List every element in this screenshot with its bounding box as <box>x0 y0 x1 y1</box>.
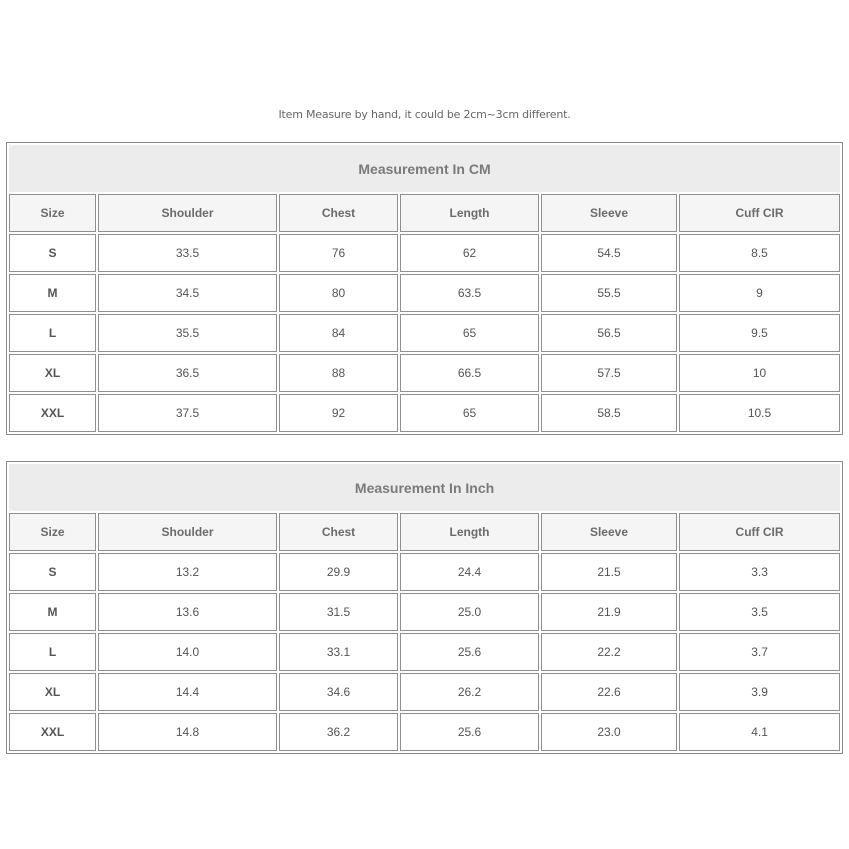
length-cell: 25.0 <box>400 593 539 631</box>
size-cell: XXL <box>9 394 96 432</box>
table-row <box>9 314 840 352</box>
column-header-chest: Chest <box>279 194 398 232</box>
sleeve-cell: 55.5 <box>541 274 677 312</box>
size-cell: M <box>9 593 96 631</box>
shoulder-cell: 13.2 <box>98 553 277 591</box>
cuff-cir-cell: 9 <box>679 274 840 312</box>
length-cell: 63.5 <box>400 274 539 312</box>
chest-cell: 31.5 <box>279 593 398 631</box>
cuff-cir-cell: 3.5 <box>679 593 840 631</box>
cuff-cir-cell: 10.5 <box>679 394 840 432</box>
table-row <box>9 354 840 392</box>
cuff-cir-cell: 10 <box>679 354 840 392</box>
cuff-cir-cell: 3.3 <box>679 553 840 591</box>
length-cell: 62 <box>400 234 539 272</box>
chest-cell: 33.1 <box>279 633 398 671</box>
sleeve-cell: 58.5 <box>541 394 677 432</box>
cuff-cir-cell: 3.9 <box>679 673 840 711</box>
sleeve-cell: 57.5 <box>541 354 677 392</box>
table-row <box>9 234 840 272</box>
table-row <box>9 553 840 591</box>
column-header-shoulder: Shoulder <box>98 513 277 551</box>
length-cell: 25.6 <box>400 713 539 751</box>
shoulder-cell: 14.4 <box>98 673 277 711</box>
table-row <box>9 633 840 671</box>
column-header-cuff-cir: Cuff CIR <box>679 513 840 551</box>
sleeve-cell: 23.0 <box>541 713 677 751</box>
shoulder-cell: 13.6 <box>98 593 277 631</box>
shoulder-cell: 14.0 <box>98 633 277 671</box>
size-cell: XL <box>9 673 96 711</box>
chest-cell: 80 <box>279 274 398 312</box>
length-cell: 66.5 <box>400 354 539 392</box>
cuff-cir-cell: 4.1 <box>679 713 840 751</box>
table-row <box>9 394 840 432</box>
cuff-cir-cell: 3.7 <box>679 633 840 671</box>
chest-cell: 34.6 <box>279 673 398 711</box>
chest-cell: 29.9 <box>279 553 398 591</box>
column-header-sleeve: Sleeve <box>541 194 677 232</box>
column-header-cuff-cir: Cuff CIR <box>679 194 840 232</box>
length-cell: 65 <box>400 394 539 432</box>
sleeve-cell: 22.2 <box>541 633 677 671</box>
chest-cell: 76 <box>279 234 398 272</box>
chest-cell: 88 <box>279 354 398 392</box>
size-cell: S <box>9 553 96 591</box>
column-header-length: Length <box>400 194 539 232</box>
chest-cell: 84 <box>279 314 398 352</box>
size-cell: S <box>9 234 96 272</box>
shoulder-cell: 34.5 <box>98 274 277 312</box>
size-cell: M <box>9 274 96 312</box>
column-header-chest: Chest <box>279 513 398 551</box>
length-cell: 24.4 <box>400 553 539 591</box>
table-title: Measurement In Inch <box>9 464 840 511</box>
size-table-inch <box>6 461 843 754</box>
column-header-sleeve: Sleeve <box>541 513 677 551</box>
length-cell: 65 <box>400 314 539 352</box>
sleeve-cell: 54.5 <box>541 234 677 272</box>
cuff-cir-cell: 9.5 <box>679 314 840 352</box>
sleeve-cell: 21.5 <box>541 553 677 591</box>
shoulder-cell: 37.5 <box>98 394 277 432</box>
chest-cell: 36.2 <box>279 713 398 751</box>
size-table-cm <box>6 142 843 435</box>
table-row <box>9 274 840 312</box>
table-title: Measurement In CM <box>9 145 840 192</box>
table-header-row <box>9 194 840 232</box>
table-row <box>9 593 840 631</box>
length-cell: 26.2 <box>400 673 539 711</box>
shoulder-cell: 14.8 <box>98 713 277 751</box>
size-cell: XL <box>9 354 96 392</box>
size-cell: L <box>9 314 96 352</box>
column-header-size: Size <box>9 513 96 551</box>
chest-cell: 92 <box>279 394 398 432</box>
shoulder-cell: 35.5 <box>98 314 277 352</box>
column-header-length: Length <box>400 513 539 551</box>
table-row <box>9 713 840 751</box>
size-cell: L <box>9 633 96 671</box>
size-cell: XXL <box>9 713 96 751</box>
shoulder-cell: 33.5 <box>98 234 277 272</box>
sleeve-cell: 22.6 <box>541 673 677 711</box>
column-header-size: Size <box>9 194 96 232</box>
column-header-shoulder: Shoulder <box>98 194 277 232</box>
sleeve-cell: 56.5 <box>541 314 677 352</box>
sleeve-cell: 21.9 <box>541 593 677 631</box>
shoulder-cell: 36.5 <box>98 354 277 392</box>
length-cell: 25.6 <box>400 633 539 671</box>
cuff-cir-cell: 8.5 <box>679 234 840 272</box>
measurement-note: Item Measure by hand, it could be 2cm~3cm different. <box>278 108 571 121</box>
table-row <box>9 673 840 711</box>
table-header-row <box>9 513 840 551</box>
